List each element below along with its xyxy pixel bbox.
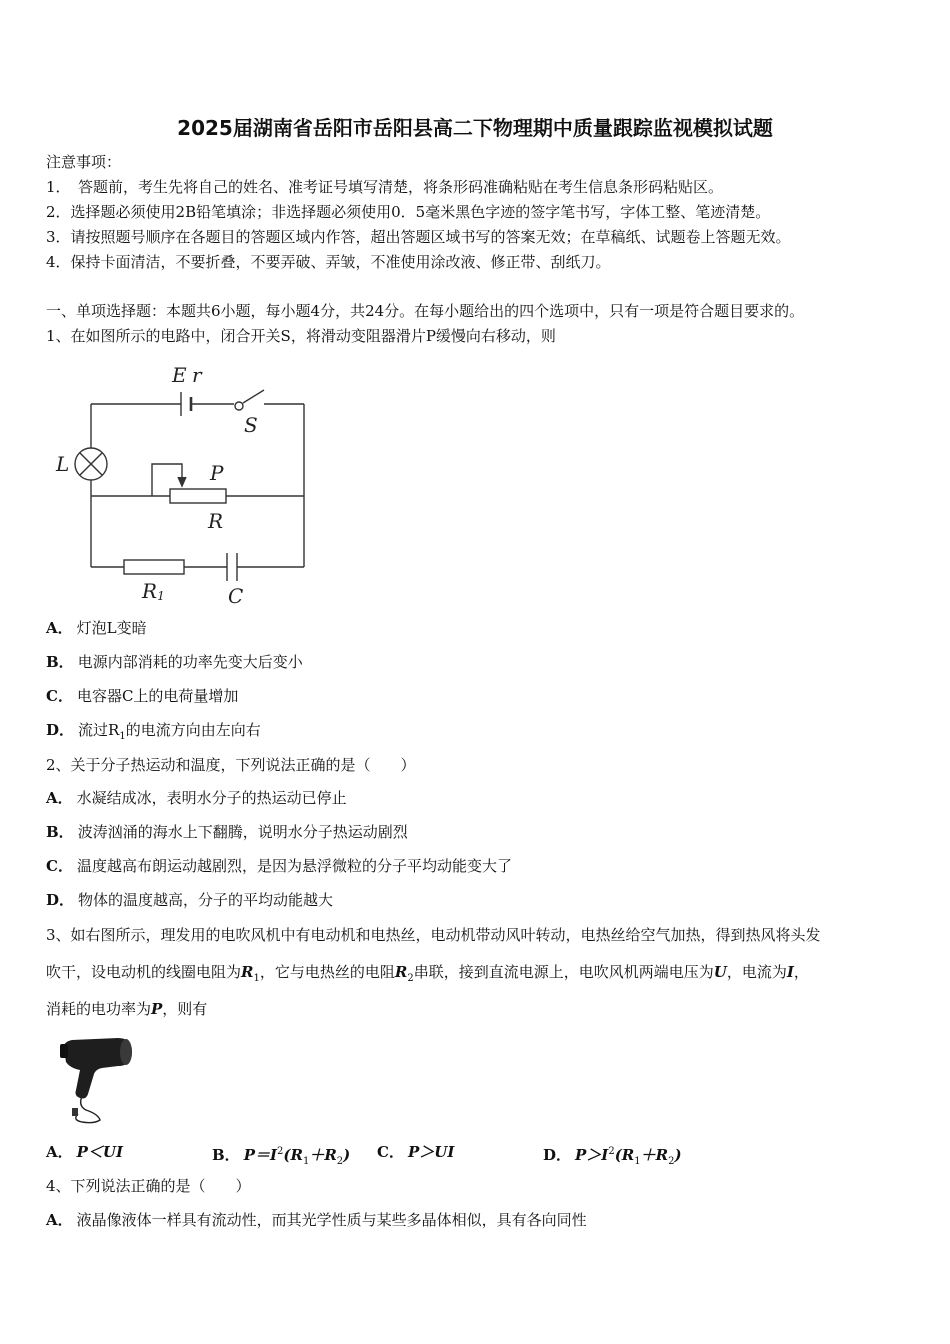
question-3-line-1: 3、如右图所示，理发用的电吹风机中有电动机和电热丝，电动机带动风叶转动，电热丝给空气加热，得到热风将头发 — [46, 926, 821, 944]
q1-option-b: B． 电源内部消耗的功率先变大后变小 — [46, 653, 303, 671]
q3-option-b: B． $P=I^2(R_1+R_2)$ — [212, 1146, 351, 1167]
question-3-line-3: 消耗的电功率为P，则有 — [46, 1000, 208, 1018]
notice-heading: 注意事项： — [46, 153, 122, 171]
q3-option-c: C． P＞UI — [377, 1143, 455, 1161]
notice-item-1: 1． 答题前，考生先将自己的姓名、准考证号填写清楚，将条形码准确粘贴在考生信息条形码粘贴区。 — [46, 178, 724, 196]
label-S: S — [244, 413, 258, 437]
question-1-stem: 1、在如图所示的电路中，闭合开关S，将滑动变阻器滑片P缓慢向右移动，则 — [46, 327, 556, 345]
q2-option-a: A． 水凝结成冰，表明水分子的热运动已停止 — [46, 789, 347, 807]
q1-option-d: D． 流过$R_1$的电流方向由左向右 — [46, 721, 261, 742]
label-R: R — [208, 509, 224, 533]
q2-option-c: C． 温度越高布朗运动越剧烈，是因为悬浮微粒的分子平均动能变大了 — [46, 857, 512, 875]
page-title: 2025届湖南省岳阳市岳阳县高二下物理期中质量跟踪监视模拟试题 — [177, 116, 773, 140]
label-L: L — [56, 452, 70, 476]
label-r: r — [192, 363, 202, 387]
label-P: P — [210, 461, 224, 485]
q3-option-a: A． P＜UI — [46, 1143, 124, 1161]
label-R1: R1 — [142, 579, 165, 603]
q4-option-a: A． 液晶像液体一样具有流动性，而其光学性质与某些多晶体相似，具有各向同性 — [46, 1211, 587, 1229]
q2-option-d: D． 物体的温度越高，分子的平均动能越大 — [46, 891, 334, 909]
notice-item-3: 3．请按照题号顺序在各题目的答题区域内作答，超出答题区域书写的答案无效；在草稿纸、试题卷上答题无效。 — [46, 228, 791, 246]
question-4-stem: 4、下列说法正确的是（ ） — [46, 1177, 251, 1195]
q3-options-row — [46, 1142, 746, 1167]
question-2-stem: 2、关于分子热运动和温度，下列说法正确的是（ ） — [46, 756, 416, 774]
label-E: E — [172, 363, 187, 387]
label-C: C — [228, 584, 244, 608]
q1-option-c: C． 电容器C上的电荷量增加 — [46, 687, 239, 705]
question-3-line-2: 吹干，设电动机的线圈电阻为$R_1$，它与电热丝的电阻$R_2$串联，接到直流电源上，电吹风机两端电压为U，电流为I， — [46, 963, 809, 984]
notice-item-2: 2．选择题必须使用2B铅笔填涂；非选择题必须使用0．5毫米黑色字迹的签字笔书写，字体工整、笔迹清楚。 — [46, 203, 771, 221]
circuit-diagram — [46, 360, 316, 608]
q1-option-a: A． 灯泡L变暗 — [46, 619, 147, 637]
section-heading: 一、单项选择题：本题共6小题，每小题4分，共24分。在每小题给出的四个选项中，只有一项是符合题目要求的。 — [46, 302, 805, 320]
notice-item-4: 4．保持卡面清洁，不要折叠，不要弄破、弄皱，不准使用涂改液、修正带、刮纸刀。 — [46, 253, 611, 271]
q3-option-d: D． $P>I^2(R_1+R_2)$ — [543, 1146, 682, 1167]
hair-dryer-image — [58, 1036, 138, 1126]
q2-option-b: B． 波涛汹涌的海水上下翻腾，说明水分子热运动剧烈 — [46, 823, 408, 841]
